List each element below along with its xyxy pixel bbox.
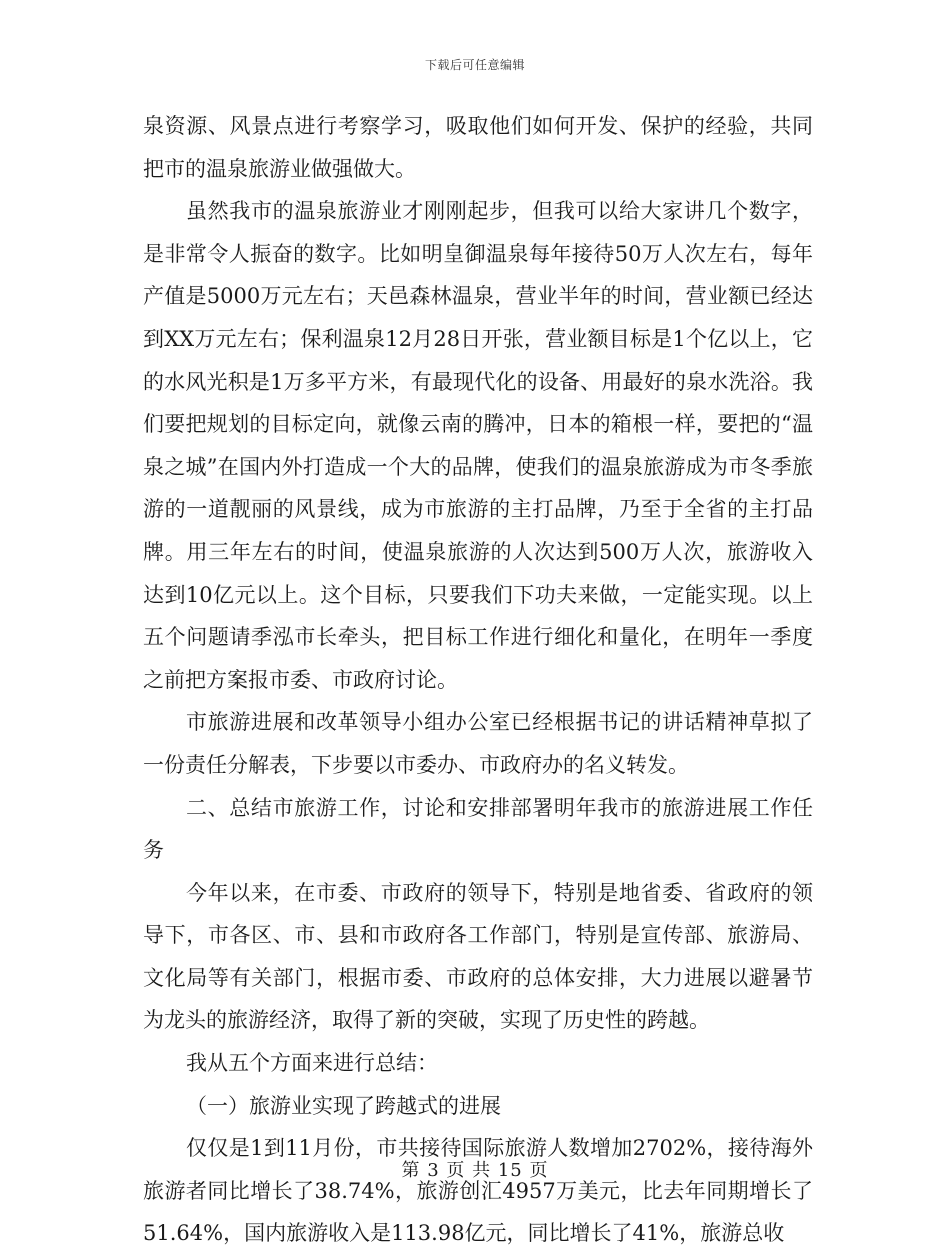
paragraph-5: 我从五个方面来进行总结： xyxy=(186,1051,438,1076)
paragraph-4: 今年以来，在市委、市政府的领导下，特别是地省委、省政府的领导下，市各区、市、县和市政府各工作部门，特别是宣传部、旅游局、文化局等有关部门，根据市委、市政府的总体安排，大力进展以避暑节为龙头的旅游经济，取得了新的突破，实现了历史性的跨越。 xyxy=(143,880,813,1033)
page-number: 第 3 页 共 15 页 xyxy=(401,1160,549,1181)
paragraph-2: 虽然我市的温泉旅游业才刚刚起步，但我可以给大家讲几个数字，是非常令人振奋的数字。比如明皇御温泉每年接待50万人次左右，每年产值是5000万元左右；天邑森林温泉，营业半年的时间，营业额已经达到XX万元左右；保利温泉12月28日开张，营业额目标是1个亿以上，它的水风光积是1万多平方米，有最现代化的设备、用最好的泉水洗浴。我们要把规划的目标定向，就像云南的腾冲，日本的箱根一样，要把的“温泉之城”在国内外打造成一个大的品牌，使我们的温泉旅游成为市冬季旅游的一道靓丽的风景线，成为市旅游的主打品牌，乃至于全省的主打品牌。用三年左右的时间，使温泉旅游的人次达到500万人次，旅游收入达到10亿元以上。这个目标，只要我们下功夫来做，一定能实现。以上五个问题请季泓市长牵头，把目标工作进行细化和量化，在明年一季度之前把方案报市委、市政府讨论。 xyxy=(143,199,813,692)
paragraph-1: 泉资源、风景点进行考察学习，吸取他们如何开发、保护的经验，共同把市的温泉旅游业做强做大。 xyxy=(143,114,813,181)
paragraph-3: 市旅游进展和改革领导小组办公室已经根据书记的讲话精神草拟了一份责任分解表，下步要以市委办、市政府办的名义转发。 xyxy=(143,710,813,777)
page-header: 下载后可任意编辑 xyxy=(424,58,525,72)
paragraph-6: 仅仅是1到11月份，市共接待国际旅游人数增加2702%，接待海外旅游者同比增长了38.74%，旅游创汇4957万美元，比去年同期增长了51.64%，国内旅游收入是113.98亿元，同比增长了41%，旅游总收 xyxy=(143,1136,813,1246)
subsection-heading-1: （一）旅游业实现了跨越式的进展 xyxy=(186,1093,501,1118)
document-body xyxy=(143,105,813,1255)
section-heading-2: 二、总结市旅游工作，讨论和安排部署明年我市的旅游进展工作任务 xyxy=(143,795,813,863)
